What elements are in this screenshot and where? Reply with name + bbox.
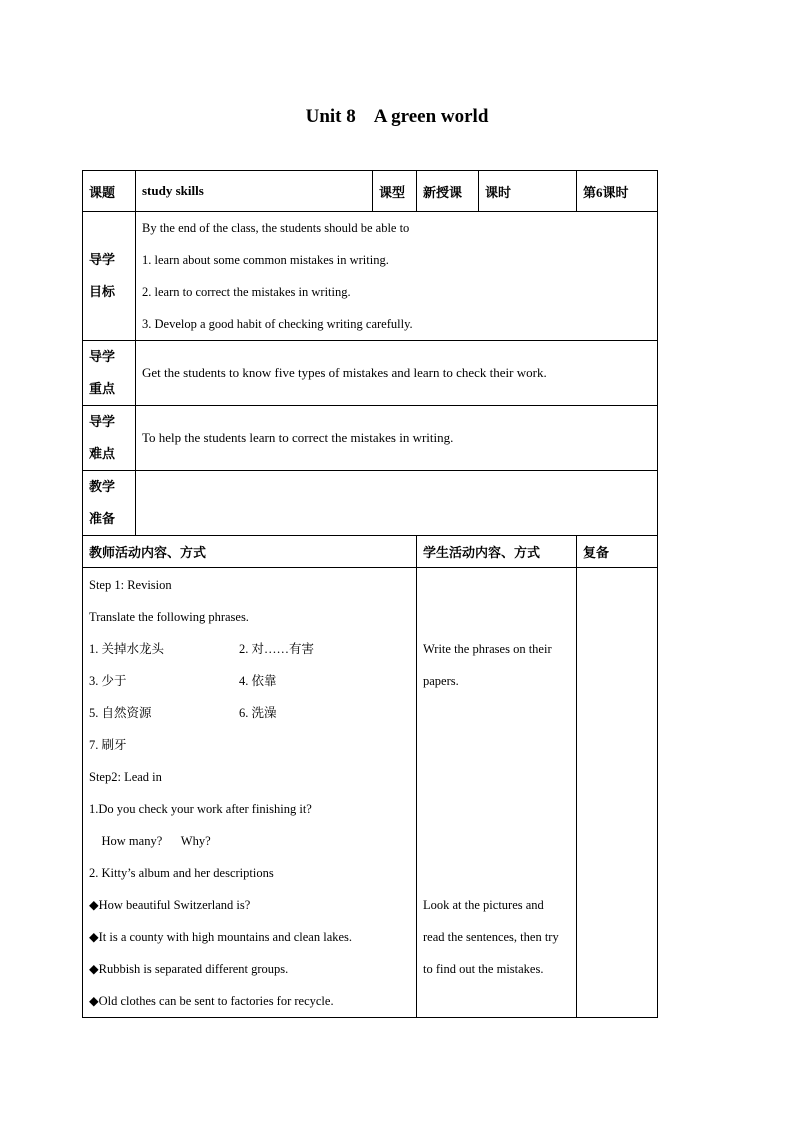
- preparation-label: 教学 准备: [83, 471, 136, 536]
- student-activity-2: read the sentences, then try: [423, 930, 559, 944]
- info-row: [83, 171, 658, 212]
- topic-label: 课题: [83, 171, 136, 212]
- objective-line: 3. Develop a good habit of checking writing carefully.: [142, 317, 413, 331]
- bullet-item: ◆It is a county with high mountains and clean lakes.: [89, 930, 353, 944]
- question-1-sub: How many? Why?: [89, 834, 211, 848]
- step1-heading: Step 1: Revision: [89, 578, 172, 592]
- preparation-content: [136, 471, 658, 536]
- difficulties-text: To help the students learn to correct the mistakes in writing.: [136, 406, 658, 471]
- key-points-text: Get the students to know five types of mistakes and learn to check their work.: [136, 341, 658, 406]
- type-label: 课型: [373, 171, 417, 212]
- objective-line: 1. learn about some common mistakes in writing.: [142, 253, 389, 267]
- student-activity-header: 学生活动内容、方式: [417, 536, 577, 568]
- topic-value: study skills: [136, 171, 373, 212]
- translate-instruction: Translate the following phrases.: [89, 610, 249, 624]
- document-title: Unit 8 A green world: [305, 106, 489, 127]
- phrase-row: 3. 少于 4. 依靠: [89, 674, 277, 688]
- step2-heading: Step2: Lead in: [89, 770, 162, 784]
- difficulties-label: 导学 难点: [83, 406, 136, 471]
- bullet-item: ◆How beautiful Switzerland is?: [89, 898, 251, 912]
- phrase-row: 7. 刷牙: [89, 738, 127, 752]
- bullet-item: ◆Old clothes can be sent to factories for recycle.: [89, 994, 334, 1008]
- phrase-row: 1. 关掉水龙头 2. 对……有害: [89, 642, 315, 656]
- question-1: 1.Do you check your work after finishing it?: [89, 802, 312, 816]
- difficulties-row: [83, 406, 658, 471]
- student-activity-1: papers.: [423, 674, 459, 688]
- question-2: 2. Kitty’s album and her descriptions: [89, 866, 274, 880]
- review-header: 复备: [577, 536, 658, 568]
- preparation-row: [83, 471, 658, 536]
- student-activity-content: [417, 568, 577, 1018]
- activity-content-row: [83, 568, 658, 1018]
- bullet-item: ◆Rubbish is separated different groups.: [89, 962, 289, 976]
- student-activity-2: to find out the mistakes.: [423, 962, 544, 976]
- objectives-content: [136, 212, 658, 341]
- student-activity-1: Write the phrases on their: [423, 642, 552, 656]
- review-content: [577, 568, 658, 1018]
- objective-line: By the end of the class, the students should be able to: [142, 221, 410, 235]
- type-value: 新授课: [417, 171, 479, 212]
- objectives-row: [83, 212, 658, 341]
- teacher-activity-header: 教师活动内容、方式: [83, 536, 417, 568]
- teacher-activity-content: [83, 568, 417, 1018]
- key-points-row: [83, 341, 658, 406]
- lesson-plan-table: [82, 170, 658, 1018]
- activity-header-row: [83, 536, 658, 568]
- period-label: 课时: [479, 171, 577, 212]
- objectives-label: 导学 目标: [83, 212, 136, 341]
- objective-line: 2. learn to correct the mistakes in writing.: [142, 285, 351, 299]
- period-value: 第6课时: [577, 171, 658, 212]
- key-points-label: 导学 重点: [83, 341, 136, 406]
- student-activity-2: Look at the pictures and: [423, 898, 544, 912]
- phrase-row: 5. 自然资源 6. 洗澡: [89, 706, 277, 720]
